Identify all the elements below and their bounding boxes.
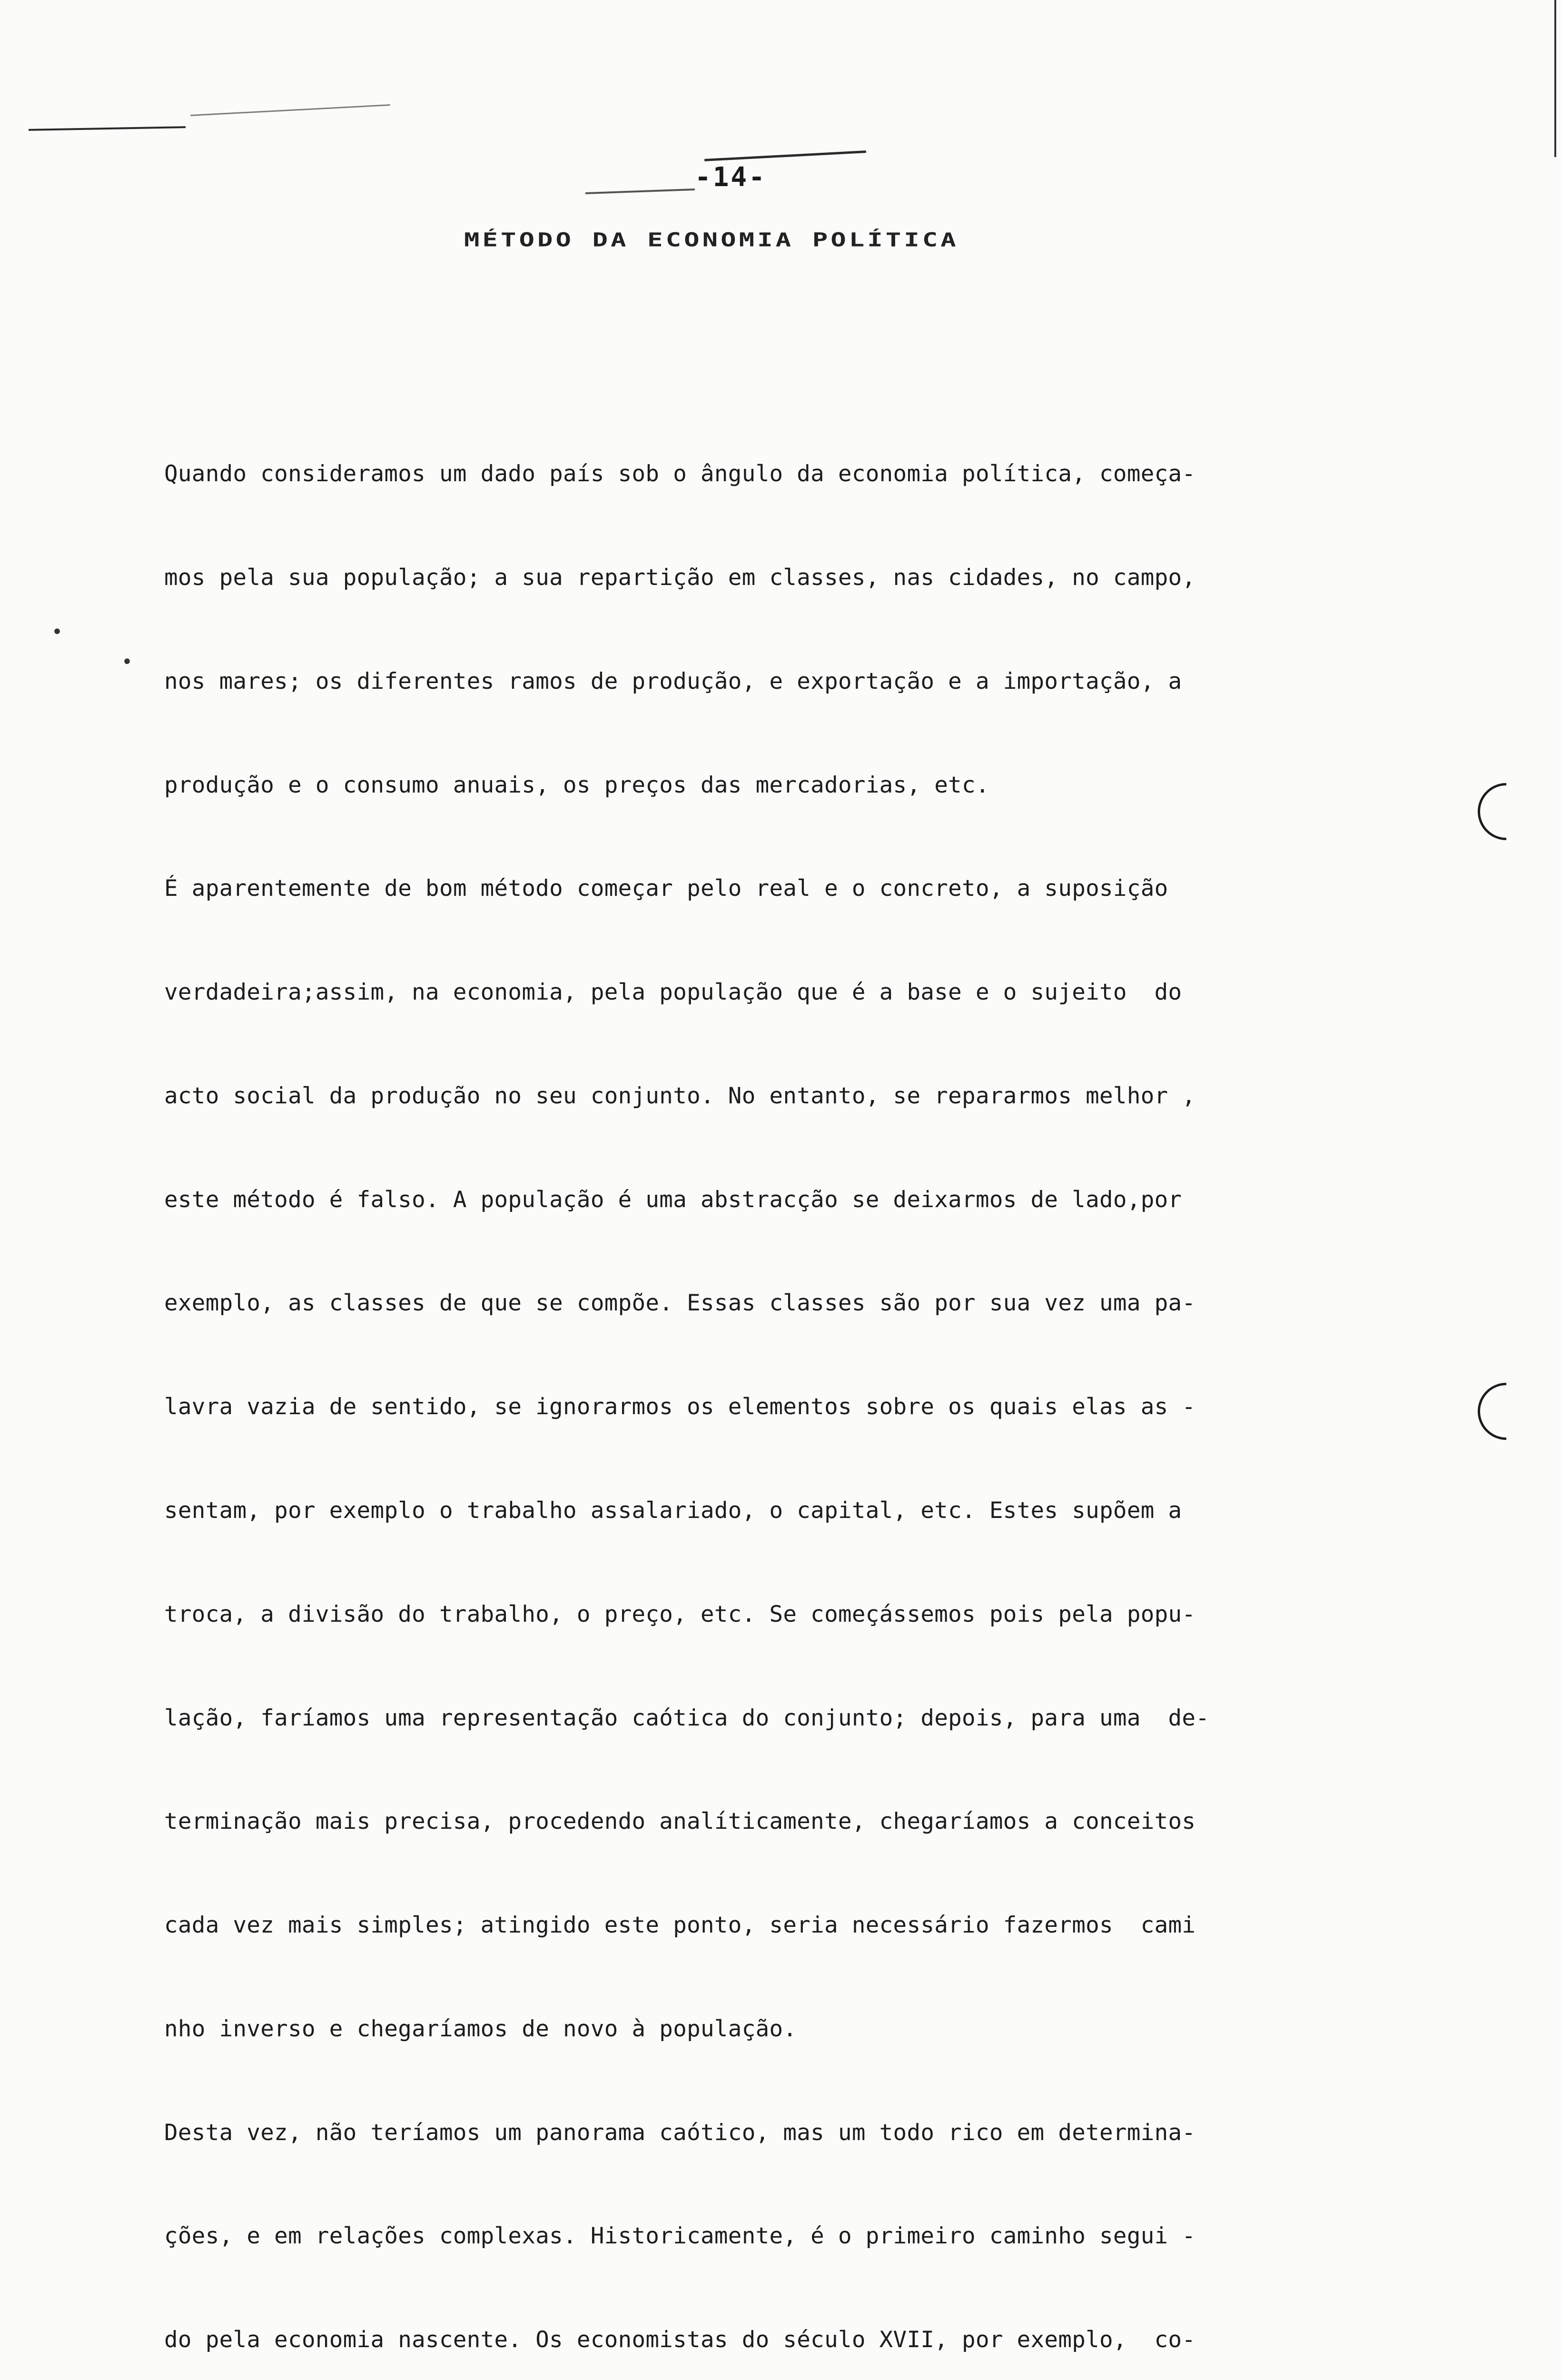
text-line: cada vez mais simples; atingido este ponto, seria necessário fazermos cami: [164, 1912, 1196, 1939]
text-line: É aparentemente de bom método começar pelo real e o concreto, a suposição: [164, 875, 1168, 902]
text-line: acto social da produção no seu conjunto. No entanto, se repararmos melhor ,: [164, 1082, 1196, 1109]
scan-artifact-line: [29, 126, 186, 131]
text-line: terminação mais precisa, procedendo analíticamente, chegaríamos a conceitos: [164, 1808, 1196, 1835]
text-line: lação, faríamos uma representação caótica do conjunto; depois, para uma de-: [164, 1705, 1210, 1731]
text-line: sentam, por exemplo o trabalho assalariado, o capital, etc. Estes supõem a: [164, 1497, 1182, 1524]
text-line: do pela economia nascente. Os economistas do século XVII, por exemplo, co-: [164, 2327, 1196, 2353]
page-edge-line: [1554, 0, 1556, 157]
scan-artifact-line: [704, 150, 866, 161]
text-line: produção e o consumo anuais, os preços das mercadorias, etc.: [164, 772, 989, 798]
scan-artifact-line: [190, 104, 390, 116]
text-line: nos mares; os diferentes ramos de produção, e exportação e a importação, a: [164, 668, 1182, 694]
body-text: [164, 388, 1421, 2380]
punch-hole: [1466, 1371, 1547, 1452]
page-title: MÉTODO DA ECONOMIA POLÍTICA: [464, 228, 959, 251]
text-line: Desta vez, não teríamos um panorama caótico, mas um todo rico em determina-: [164, 2119, 1196, 2146]
margin-mark: •: [121, 651, 133, 673]
text-line: nho inverso e chegaríamos de novo à população.: [164, 2015, 797, 2042]
text-line: lavra vazia de sentido, se ignorarmos os elementos sobre os quais elas as -: [164, 1394, 1196, 1420]
text-line: ções, e em relações complexas. Historicamente, é o primeiro caminho segui -: [164, 2223, 1196, 2250]
punch-hole: [1466, 771, 1547, 852]
text-line: verdadeira;assim, na economia, pela população que é a base e o sujeito do: [164, 979, 1182, 1006]
text-line: Quando consideramos um dado país sob o ângulo da economia política, começa-: [164, 461, 1196, 487]
text-line: este método é falso. A população é uma abstracção se deixarmos de lado,por: [164, 1186, 1182, 1213]
text-line: mos pela sua população; a sua repartição em classes, nas cidades, no campo,: [164, 564, 1196, 591]
text-line: exemplo, as classes de que se compõe. Essas classes são por sua vez uma pa-: [164, 1290, 1196, 1317]
page-number: -14-: [695, 162, 767, 193]
margin-mark: •: [51, 621, 63, 643]
text-line: troca, a divisão do trabalho, o preço, etc. Se começássemos pois pela popu-: [164, 1601, 1196, 1627]
scan-artifact-line: [585, 188, 695, 194]
